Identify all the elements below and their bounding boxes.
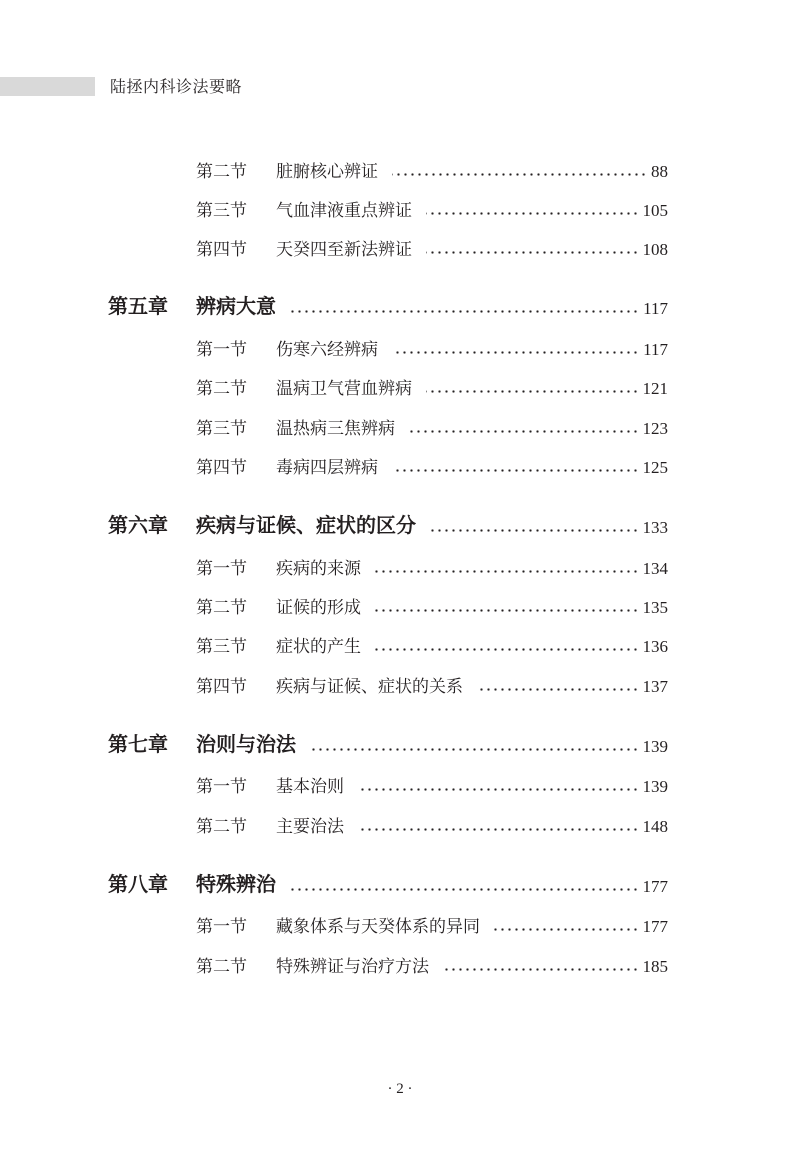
dot-leader bbox=[290, 310, 639, 313]
toc-section-row[interactable] bbox=[0, 453, 800, 481]
toc-section-row[interactable] bbox=[0, 952, 800, 980]
chapter-title: 疾病与证候、症状的区分 bbox=[196, 513, 416, 537]
dot-leader bbox=[358, 828, 639, 831]
toc-chapter-row[interactable] bbox=[0, 872, 800, 900]
chapter-number: 第七章 bbox=[108, 732, 168, 756]
chapter-title: 特殊辨治 bbox=[196, 872, 276, 896]
toc-section-row[interactable] bbox=[0, 812, 800, 840]
dot-leader bbox=[430, 529, 639, 532]
toc-section-row[interactable] bbox=[0, 157, 800, 185]
page-ref: 108 bbox=[642, 240, 668, 259]
page-ref: 139 bbox=[642, 737, 668, 756]
toc-section-row[interactable] bbox=[0, 554, 800, 582]
toc-section-row[interactable] bbox=[0, 414, 800, 442]
section-number: 第一节 bbox=[196, 340, 247, 360]
section-number: 第三节 bbox=[196, 419, 247, 439]
running-header-title: 陆拯内科诊法要略 bbox=[110, 77, 243, 96]
section-number: 第一节 bbox=[196, 777, 247, 797]
section-title: 天癸四至新法辨证 bbox=[276, 240, 412, 260]
dot-leader bbox=[392, 351, 639, 354]
toc-section-row[interactable] bbox=[0, 912, 800, 940]
page-ref: 121 bbox=[642, 379, 668, 398]
section-number: 第二节 bbox=[196, 598, 247, 618]
section-title: 气血津液重点辨证 bbox=[276, 201, 412, 221]
section-number: 第二节 bbox=[196, 957, 247, 977]
toc-section-row[interactable] bbox=[0, 772, 800, 800]
section-number: 第一节 bbox=[196, 559, 247, 579]
dot-leader bbox=[494, 928, 639, 931]
page-ref: 133 bbox=[642, 518, 668, 537]
dot-leader bbox=[426, 212, 639, 215]
section-title: 脏腑核心辨证 bbox=[276, 162, 378, 182]
section-title: 疾病的来源 bbox=[276, 559, 361, 579]
section-title: 证候的形成 bbox=[276, 598, 361, 618]
toc-chapter-row[interactable] bbox=[0, 513, 800, 541]
toc-section-row[interactable] bbox=[0, 335, 800, 363]
page-ref: 117 bbox=[643, 299, 668, 318]
toc-section-row[interactable] bbox=[0, 632, 800, 660]
page-ref: 105 bbox=[642, 201, 668, 220]
page-ref: 148 bbox=[642, 817, 668, 836]
dot-leader bbox=[409, 430, 639, 433]
dot-leader bbox=[426, 251, 639, 254]
chapter-title: 辨病大意 bbox=[196, 294, 276, 318]
dot-leader bbox=[358, 788, 639, 791]
toc-chapter-row[interactable] bbox=[0, 294, 800, 322]
page-ref: 177 bbox=[642, 917, 668, 936]
toc-chapter-row[interactable] bbox=[0, 732, 800, 760]
dot-leader bbox=[426, 390, 639, 393]
section-number: 第二节 bbox=[196, 162, 247, 182]
chapter-number: 第五章 bbox=[108, 294, 168, 318]
dot-leader bbox=[375, 570, 639, 573]
section-number: 第四节 bbox=[196, 240, 247, 260]
section-number: 第四节 bbox=[196, 458, 247, 478]
page-ref: 134 bbox=[642, 559, 668, 578]
dot-leader bbox=[477, 688, 639, 691]
section-number: 第二节 bbox=[196, 817, 247, 837]
page-ref: 88 bbox=[651, 162, 668, 181]
section-number: 第三节 bbox=[196, 637, 247, 657]
dot-leader bbox=[310, 748, 639, 751]
chapter-title: 治则与治法 bbox=[196, 732, 296, 756]
dot-leader bbox=[392, 173, 647, 176]
page-ref: 136 bbox=[642, 637, 668, 656]
toc-section-row[interactable] bbox=[0, 374, 800, 402]
section-number: 第四节 bbox=[196, 677, 247, 697]
toc-section-row[interactable] bbox=[0, 235, 800, 263]
chapter-number: 第六章 bbox=[108, 513, 168, 537]
chapter-number: 第八章 bbox=[108, 872, 168, 896]
section-title: 主要治法 bbox=[276, 817, 344, 837]
section-title: 症状的产生 bbox=[276, 637, 361, 657]
section-title: 温病卫气营血辨病 bbox=[276, 379, 412, 399]
dot-leader bbox=[392, 469, 639, 472]
dot-leader bbox=[375, 648, 639, 651]
dot-leader bbox=[375, 609, 639, 612]
toc-section-row[interactable] bbox=[0, 196, 800, 224]
section-number: 第一节 bbox=[196, 917, 247, 937]
section-title: 毒病四层辨病 bbox=[276, 458, 378, 478]
header-gray-bar bbox=[0, 77, 95, 96]
page-ref: 135 bbox=[642, 598, 668, 617]
page-ref: 185 bbox=[642, 957, 668, 976]
section-title: 温热病三焦辨病 bbox=[276, 419, 395, 439]
dot-leader bbox=[443, 968, 639, 971]
page-ref: 137 bbox=[642, 677, 668, 696]
section-title: 疾病与证候、症状的关系 bbox=[276, 677, 463, 697]
section-title: 伤寒六经辨病 bbox=[276, 340, 378, 360]
page-ref: 125 bbox=[642, 458, 668, 477]
section-title: 特殊辨证与治疗方法 bbox=[276, 957, 429, 977]
page-number: · 2 · bbox=[387, 1081, 413, 1097]
page-ref: 139 bbox=[642, 777, 668, 796]
section-title: 基本治则 bbox=[276, 777, 344, 797]
section-title: 藏象体系与天癸体系的异同 bbox=[276, 917, 480, 937]
page-ref: 177 bbox=[642, 877, 668, 896]
toc-section-row[interactable] bbox=[0, 593, 800, 621]
section-number: 第二节 bbox=[196, 379, 247, 399]
dot-leader bbox=[290, 888, 639, 891]
toc-section-row[interactable] bbox=[0, 672, 800, 700]
page-ref: 117 bbox=[643, 340, 668, 359]
section-number: 第三节 bbox=[196, 201, 247, 221]
page-ref: 123 bbox=[642, 419, 668, 438]
